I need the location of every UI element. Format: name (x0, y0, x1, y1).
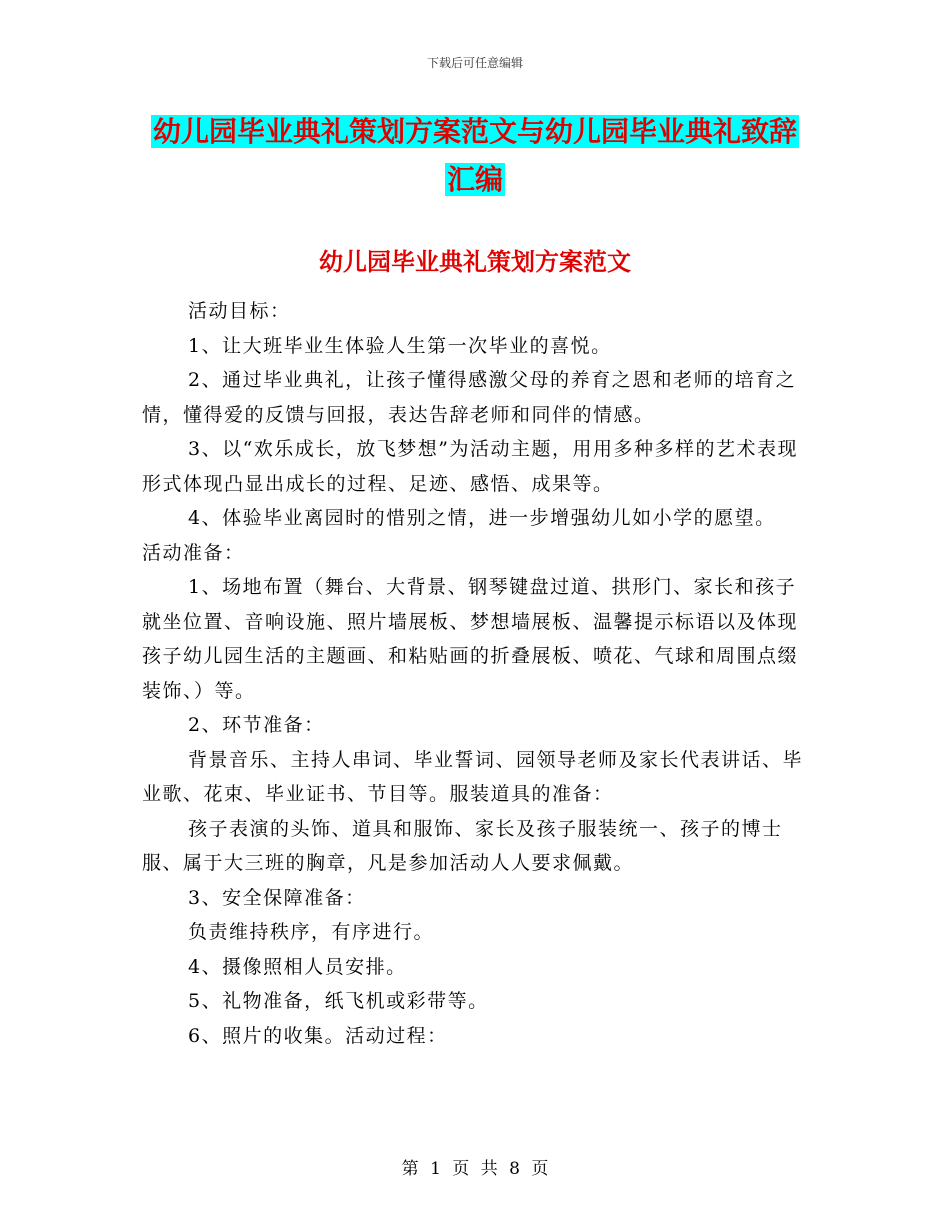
paragraph: 5、礼物准备，纸飞机或彩带等。 (188, 990, 489, 1012)
paragraph: 4、摄像照相人员安排。 (188, 955, 407, 978)
paragraph: 活动准备： (142, 541, 245, 564)
paragraph: 1、场地布置（舞台、大背景、钢琴键盘过道、拱形门、家长和孩子就坐位置、音响设施、照片墙展板、梦想墙展板、温馨提示标语以及体现孩子幼儿园生活的主题画、和粘贴画的折叠展板、喷花、气球和周围点缀装饰、）等。 (142, 576, 799, 702)
document-body (142, 294, 810, 1053)
paragraph: 2、通过毕业典礼，让孩子懂得感激父母的养育之恩和老师的培育之情，懂得爱的反馈与回报，表达告辞老师和同伴的情感。 (142, 369, 797, 426)
paragraph: 4、体验毕业离园时的惜别之情，进一步增强幼儿如小学的愿望。 (188, 507, 776, 529)
header-note: 下载后可任意编辑 (426, 56, 523, 70)
section-title: 幼儿园毕业典礼策划方案范文 (319, 248, 631, 276)
document-title-line-1: 幼儿园毕业典礼策划方案范文与幼儿园毕业典礼致辞 (152, 115, 797, 148)
page-footer: 第 1 页 共 8 页 (401, 1159, 549, 1179)
paragraph: 3、以“欢乐成长，放飞梦想”为活动主题，用用多种多样的艺术表现形式体现凸显出成长的过程、足迹、感悟、成果等。 (142, 438, 799, 495)
paragraph: 1、让大班毕业生体验人生第一次毕业的喜悦。 (188, 334, 612, 357)
document-title-line-2: 汇编 (446, 163, 503, 196)
paragraph: 3、安全保障准备： (188, 886, 366, 909)
document-title (0, 108, 950, 204)
paragraph: 2、环节准备： (188, 714, 325, 736)
paragraph: 负责维持秩序，有序进行。 (188, 921, 435, 943)
paragraph: 孩子表演的头饰、道具和服饰、家长及孩子服装统一、孩子的博士服、属于大三班的胸章，凡是参加活动人人要求佩戴。 (142, 817, 783, 874)
paragraph: 背景音乐、主持人串词、毕业誓词、园领导老师及家长代表讲话、毕业歌、花束、毕业证书、节目等。服装道具的准备： (142, 748, 804, 805)
paragraph: 活动目标： (188, 300, 291, 322)
paragraph: 6、照片的收集。活动过程： (188, 1024, 448, 1047)
